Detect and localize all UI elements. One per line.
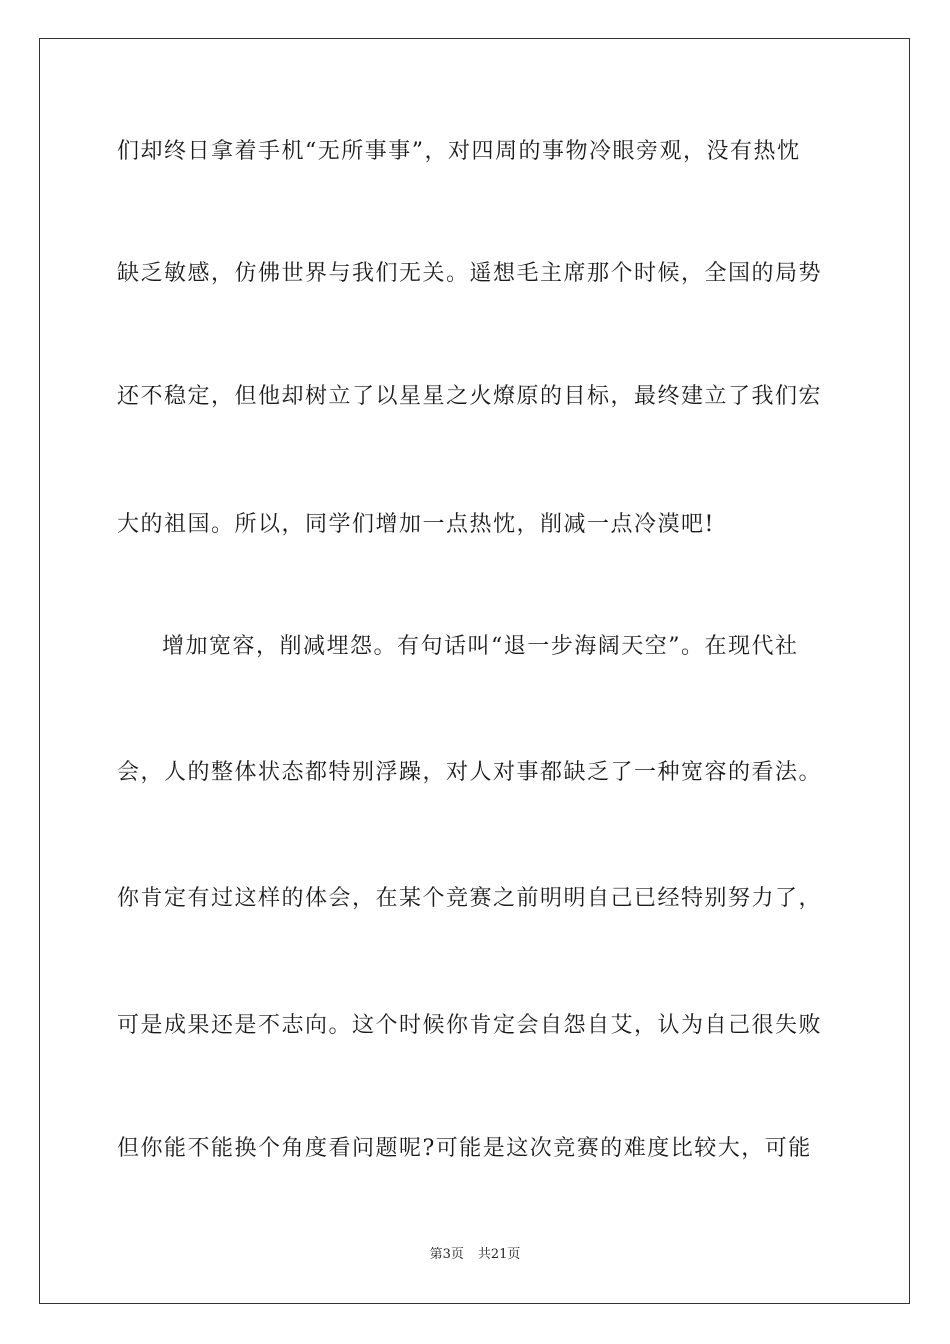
text-line-2: 缺乏敏感，仿佛世界与我们无关。遥想毛主席那个时候，全国的局势	[117, 261, 823, 286]
text-line-1: 们却终日拿着手机“无所事事”，对四周的事物冷眼旁观，没有热忱	[117, 139, 801, 164]
text-line-9: 但你能不能换个角度看问题呢?可能是这次竞赛的难度比较大，可能	[117, 1136, 812, 1161]
text-line-6: 会，人的整体状态都特别浮躁，对人对事都缺乏了一种宽容的看法。	[117, 760, 823, 785]
text-line-8: 可是成果还是不志向。这个时候你肯定会自怨自艾，认为自己很失败	[117, 1013, 823, 1038]
page-footer	[0, 1246, 950, 1264]
text-line-3: 还不稳定，但他却树立了以星星之火燎原的目标，最终建立了我们宏	[117, 384, 823, 409]
page-number: 第3页	[429, 1247, 464, 1262]
text-line-4: 大的祖国。所以，同学们增加一点热忱，削减一点冷漠吧!	[117, 512, 715, 537]
text-line-7: 你肯定有过这样的体会，在某个竞赛之前明明自己已经特别努力了，	[117, 886, 823, 911]
page-total: 共21页	[477, 1247, 521, 1262]
paragraph-start-line-5: 增加宽容，削减埋怨。有句话叫“退一步海阔天空”。在现代社	[162, 634, 799, 659]
page-border	[39, 38, 910, 1304]
